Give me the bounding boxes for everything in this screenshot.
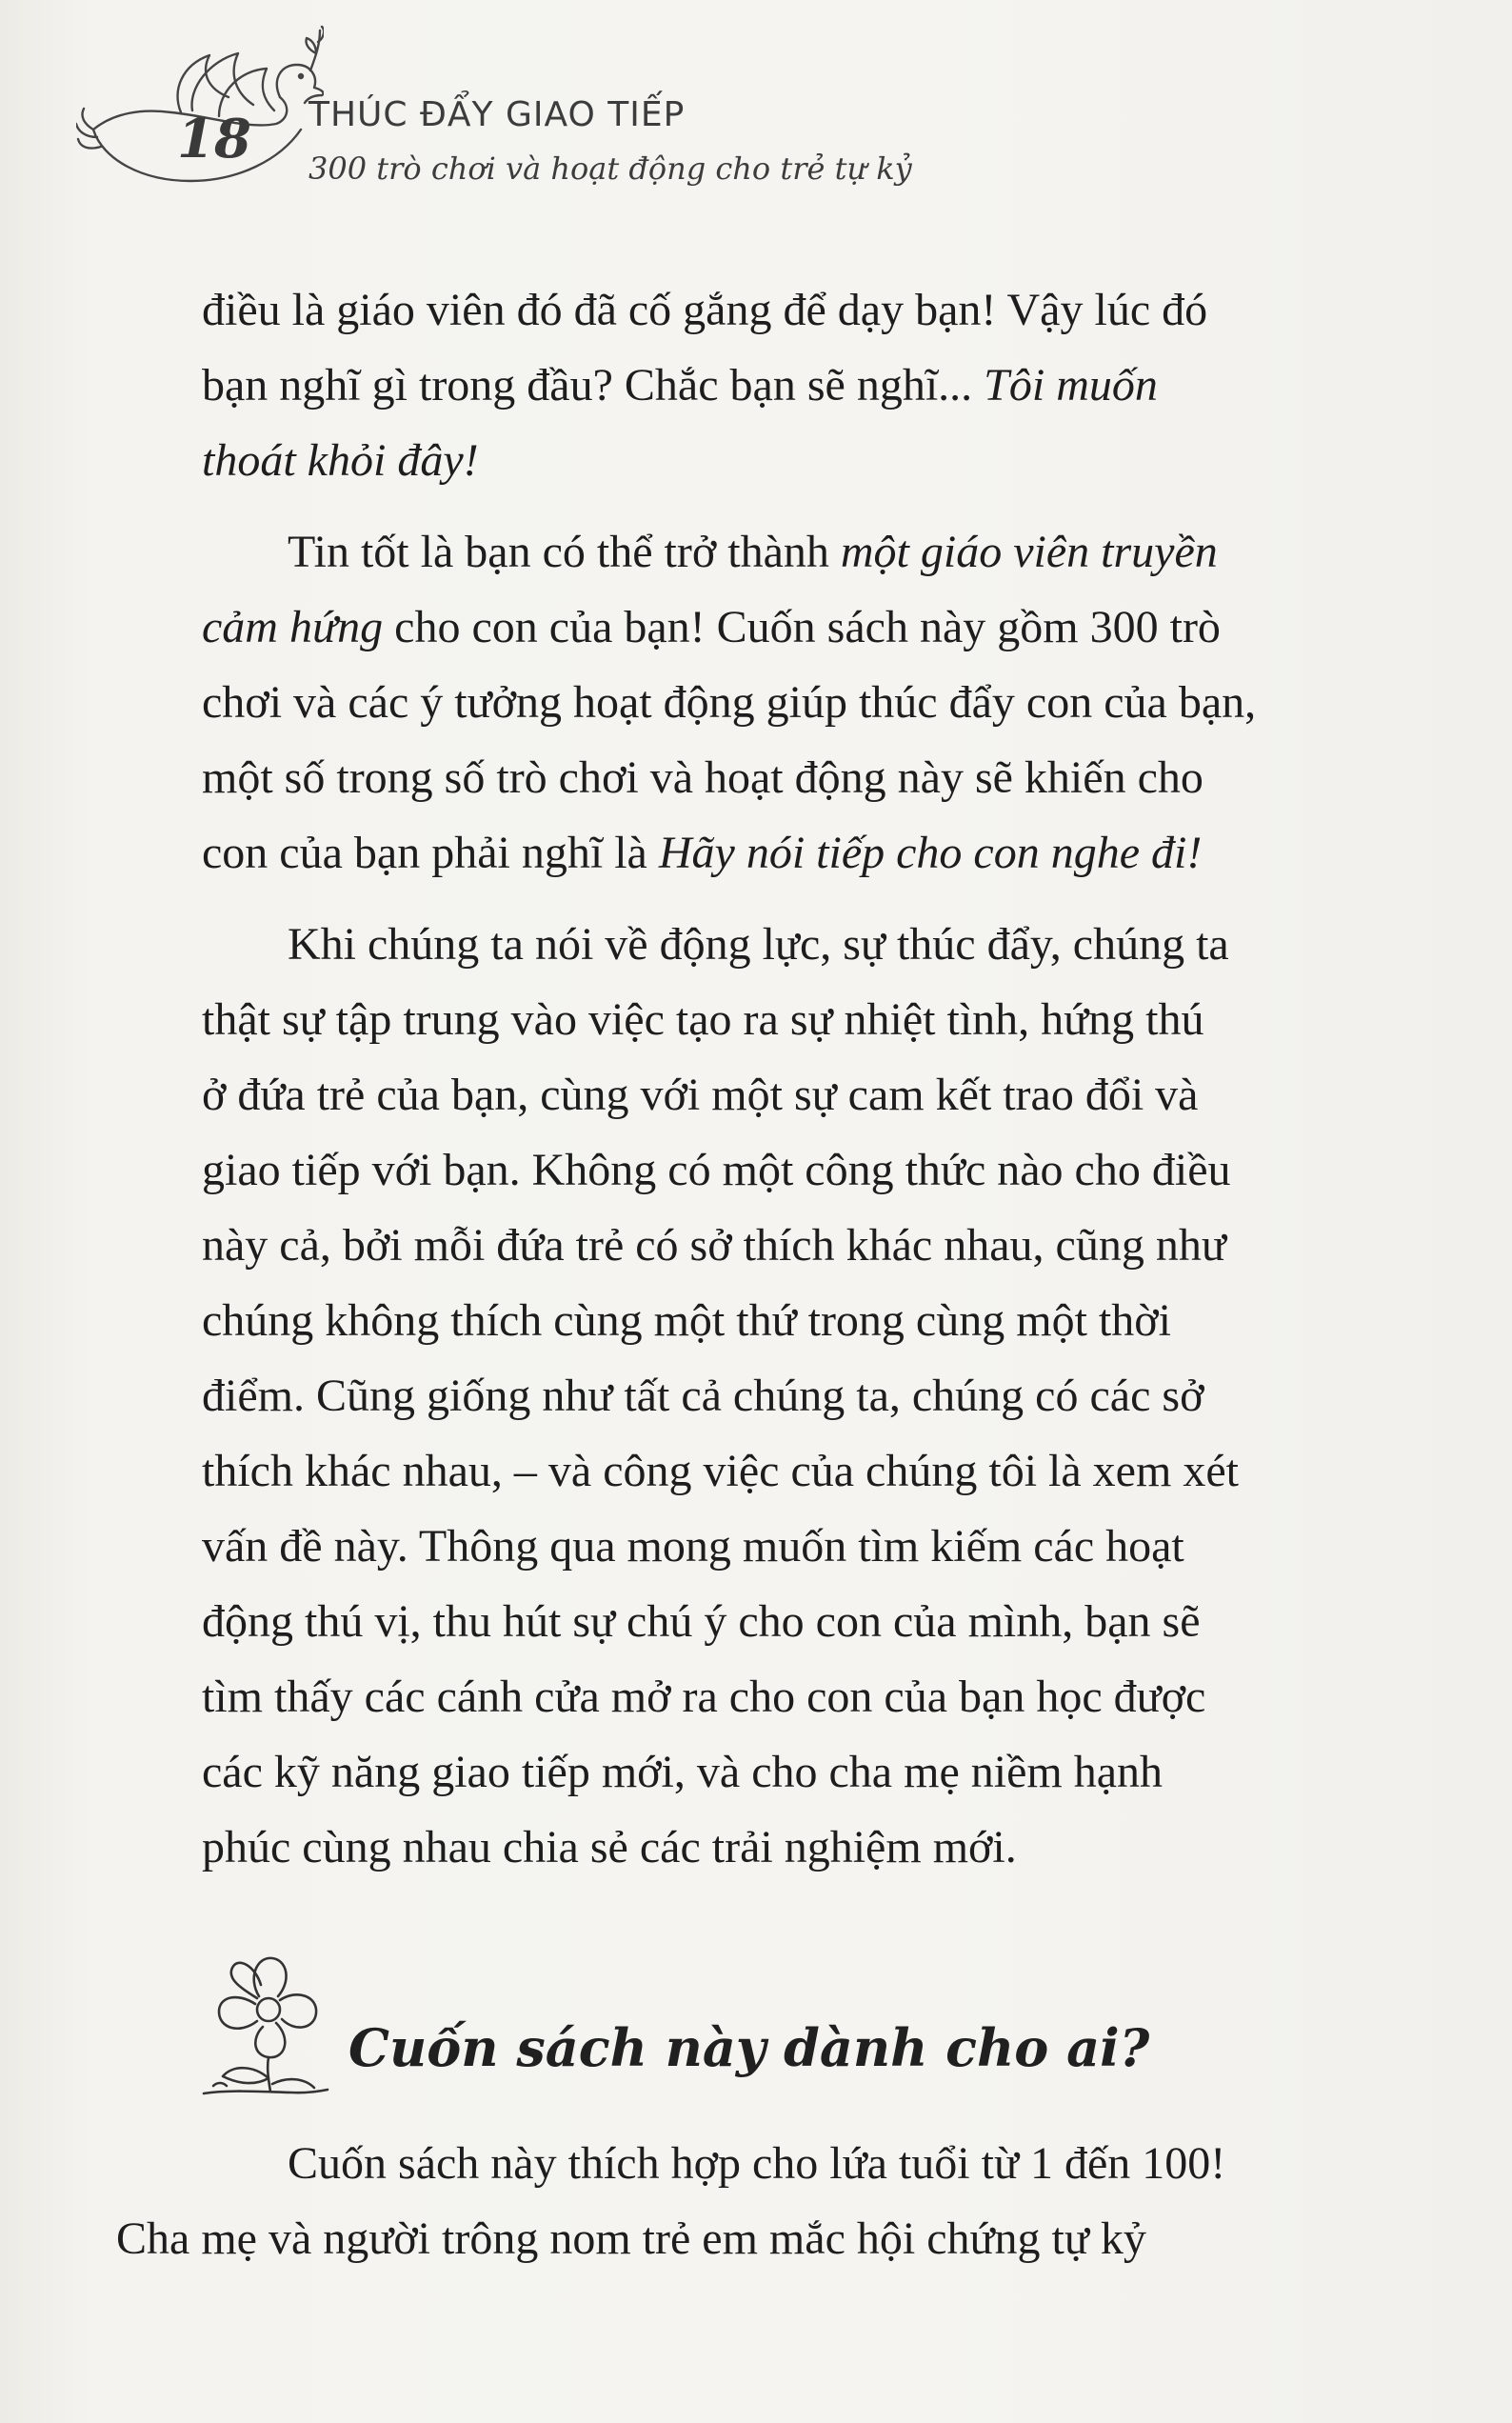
italic-phrase: thoát khỏi đây! — [202, 435, 479, 486]
paragraph-3 — [202, 907, 1365, 1885]
paragraph-line: chúng không thích cùng một thứ trong cùng một thời — [202, 1295, 1171, 1346]
paragraph-line: điều là giáo viên đó đã cố gắng để dạy bạn! Vậy lúc đó — [202, 285, 1208, 335]
page-number: 18 — [177, 108, 251, 170]
paragraph-line: phúc cùng nhau chia sẻ các trải nghiệm mới. — [202, 1822, 1017, 1872]
paragraph-line — [202, 514, 1365, 590]
paragraph-text: bạn nghĩ gì trong đầu? Chắc bạn sẽ nghĩ... — [202, 360, 985, 411]
paragraph-line — [202, 590, 1365, 665]
paragraph-4 — [116, 2126, 1365, 2276]
running-subtitle: 300 trò chơi và hoạt động cho trẻ tự kỷ — [308, 150, 912, 187]
paragraph-line: một số trong số trò chơi và hoạt động này sẽ khiến cho — [202, 752, 1204, 803]
paragraph-line: tìm thấy các cánh cửa mở ra cho con của bạn học được — [202, 1672, 1206, 1722]
paragraph-line: động thú vị, thu hút sự chú ý cho con của mình, bạn sẽ — [202, 1596, 1201, 1647]
section-title: Cuốn sách này dành cho ai? — [348, 2017, 1150, 2078]
italic-phrase: Hãy nói tiếp cho con nghe đi! — [658, 828, 1203, 878]
paragraph-line: Cuốn sách này thích hợp cho lứa tuổi từ 1 đến 100! — [288, 2138, 1226, 2189]
page-header — [76, 17, 1124, 208]
paragraph-line: chơi và các ý tưởng hoạt động giúp thúc đẩy con của bạn, — [202, 677, 1257, 728]
paragraph-line — [202, 423, 1365, 498]
paragraph-text: con của bạn phải nghĩ là — [202, 828, 659, 878]
paragraph-line: điểm. Cũng giống như tất cả chúng ta, chúng có các sở — [202, 1371, 1204, 1421]
paragraph-line: Khi chúng ta nói về động lực, sự thúc đẩy, chúng ta — [288, 919, 1229, 970]
paragraph-text: Tin tốt là bạn có thể trở thành — [288, 527, 841, 577]
paragraph-2 — [202, 514, 1365, 891]
paragraph-line — [202, 348, 1365, 423]
paragraph-1 — [202, 272, 1365, 498]
italic-phrase: Tôi muốn — [984, 360, 1158, 411]
flower-icon — [200, 1943, 333, 2095]
running-title: THÚC ĐẨY GIAO TIẾP — [308, 95, 686, 134]
paragraph-line: vấn đề này. Thông qua mong muốn tìm kiếm các hoạt — [202, 1521, 1184, 1572]
paragraph-text: cho con của bạn! Cuốn sách này gồm 300 trò — [383, 602, 1221, 652]
paragraph-line: ở đứa trẻ của bạn, cùng với một sự cam kết trao đổi và — [202, 1070, 1199, 1120]
section-heading — [200, 1943, 1371, 2105]
italic-phrase: cảm hứng — [202, 602, 384, 652]
paragraph-line: giao tiếp với bạn. Không có một công thức nào cho điều — [202, 1145, 1231, 1195]
paragraph-line: các kỹ năng giao tiếp mới, và cho cha mẹ niềm hạnh — [202, 1747, 1164, 1797]
paragraph-line: Cha mẹ và người trông nom trẻ em mắc hội chứng tự kỷ — [116, 2213, 1146, 2264]
paragraph-line: này cả, bởi mỗi đứa trẻ có sở thích khác nhau, cũng như — [202, 1220, 1226, 1271]
paragraph-line: thích khác nhau, – và công việc của chúng tôi là xem xét — [202, 1446, 1239, 1496]
paragraph-line — [202, 815, 1365, 891]
paragraph-line: thật sự tập trung vào việc tạo ra sự nhiệt tình, hứng thú — [202, 994, 1204, 1045]
italic-phrase: một giáo viên truyền — [840, 527, 1218, 577]
